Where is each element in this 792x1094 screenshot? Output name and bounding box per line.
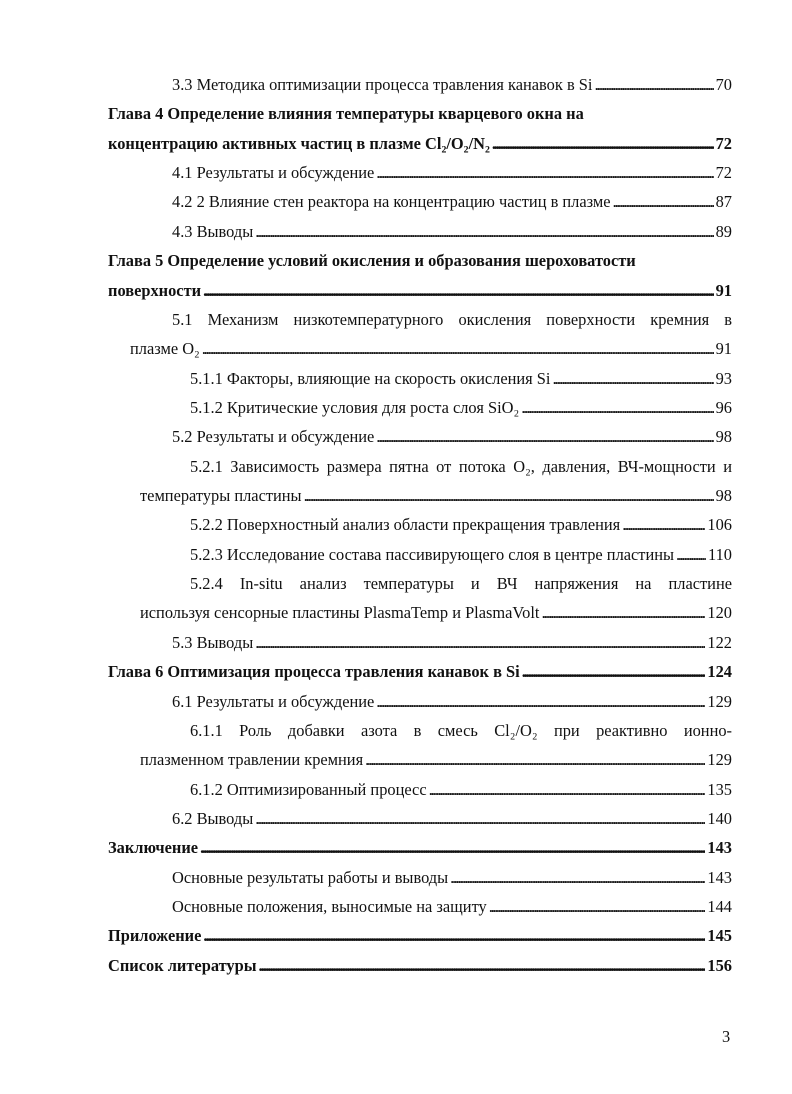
dot-leader bbox=[594, 70, 713, 99]
toc-entry bbox=[0, 510, 792, 539]
toc-chapter bbox=[0, 246, 792, 275]
dot-leader bbox=[521, 393, 713, 422]
toc-chapter bbox=[0, 129, 792, 158]
toc-title: Заключение bbox=[108, 838, 199, 858]
toc-entry bbox=[0, 804, 792, 833]
toc-title: 6.1.2 Оптимизированный процесс bbox=[190, 779, 427, 799]
toc-title: 4.3 Выводы bbox=[172, 221, 254, 241]
dot-leader bbox=[552, 364, 713, 393]
toc-chapter bbox=[0, 833, 792, 862]
toc-page: 70 bbox=[715, 75, 732, 94]
dot-leader bbox=[203, 921, 705, 950]
toc-page: 87 bbox=[715, 192, 732, 212]
toc-title: 5.3 Выводы bbox=[172, 632, 254, 652]
toc-title: 3.3 Методика оптимизации процесса травления канавок в Si bbox=[172, 75, 593, 94]
toc-entry bbox=[0, 716, 792, 745]
dot-leader bbox=[429, 775, 706, 804]
toc-title: 5.2.3 Исследование состава пассивирующего слоя в центре пластины bbox=[190, 544, 675, 564]
toc-title: 5.1.1 Факторы, влияющие на скорость окисления Si bbox=[190, 368, 551, 388]
toc-page: 91 bbox=[715, 339, 732, 359]
toc-title: поверхности bbox=[108, 280, 202, 300]
toc-page: 135 bbox=[707, 779, 732, 799]
toc-page: 91 bbox=[715, 280, 732, 300]
toc-entry bbox=[0, 628, 792, 657]
toc-entry bbox=[0, 452, 792, 481]
toc-title: Основные результаты работы и выводы bbox=[172, 867, 449, 887]
dot-leader bbox=[203, 276, 714, 305]
toc-entry bbox=[0, 481, 792, 510]
toc-title: температуры пластины bbox=[140, 486, 302, 506]
toc-title: 5.2.1 Зависимость размера пятна от потока O₂, давления, ВЧ-мощности и bbox=[190, 456, 732, 476]
toc-page: 120 bbox=[707, 603, 732, 623]
toc-page: 143 bbox=[707, 838, 732, 858]
toc-entry bbox=[0, 598, 792, 627]
toc-page: 124 bbox=[707, 662, 732, 682]
toc-entry bbox=[0, 217, 792, 246]
toc-entry bbox=[0, 745, 792, 774]
toc-page: 144 bbox=[707, 897, 732, 917]
dot-leader bbox=[522, 657, 706, 686]
toc-title: Основные положения, выносимые на защиту bbox=[172, 897, 487, 917]
toc-title: плазме O₂ bbox=[130, 339, 200, 359]
toc-title: Приложение bbox=[108, 926, 202, 946]
toc-page: 93 bbox=[715, 368, 732, 388]
toc-page: 129 bbox=[707, 750, 732, 770]
dot-leader bbox=[376, 158, 713, 187]
toc-title: 5.2.2 Поверхностный анализ области прекращения травления bbox=[190, 515, 621, 535]
toc-entry bbox=[0, 540, 792, 569]
toc-chapter bbox=[0, 921, 792, 950]
toc-entry bbox=[0, 775, 792, 804]
dot-leader bbox=[200, 833, 705, 862]
toc-entry bbox=[0, 70, 792, 99]
toc-chapter bbox=[0, 276, 792, 305]
toc-page: 98 bbox=[715, 427, 732, 447]
toc-title: 6.1.1 Роль добавки азота в смесь Cl₂/O₂ при реактивно ионно- bbox=[190, 720, 732, 740]
toc-entry bbox=[0, 334, 792, 363]
toc-title: используя сенсорные пластины PlasmaTemp и PlasmaVolt bbox=[140, 603, 540, 623]
toc-title: Глава 4 Определение влияния температуры кварцевого окна на bbox=[108, 104, 584, 124]
toc-title: 5.2 Результаты и обсуждение bbox=[172, 427, 375, 447]
dot-leader bbox=[202, 334, 714, 363]
toc-page: 156 bbox=[707, 955, 732, 975]
dot-leader bbox=[613, 187, 714, 216]
toc-title: 5.1 Механизм низкотемпературного окисления поверхности кремния в bbox=[172, 309, 732, 329]
toc-chapter bbox=[0, 951, 792, 980]
dot-leader bbox=[676, 540, 706, 569]
toc-title: 4.1 Результаты и обсуждение bbox=[172, 163, 375, 183]
dot-leader bbox=[255, 217, 713, 246]
toc-title: Список литературы bbox=[108, 955, 257, 975]
toc-page: 110 bbox=[708, 544, 732, 564]
toc-page: 72 bbox=[715, 133, 732, 153]
dot-leader bbox=[450, 863, 705, 892]
toc-page: 106 bbox=[707, 515, 732, 535]
toc-entry bbox=[0, 305, 792, 334]
toc-chapter bbox=[0, 657, 792, 686]
toc-title: 6.2 Выводы bbox=[172, 808, 254, 828]
toc-page: 129 bbox=[707, 691, 732, 711]
toc-title: 6.1 Результаты и обсуждение bbox=[172, 691, 375, 711]
toc-entry bbox=[0, 158, 792, 187]
dot-leader bbox=[304, 481, 714, 510]
toc-entry bbox=[0, 364, 792, 393]
toc-entry bbox=[0, 863, 792, 892]
dot-leader bbox=[259, 951, 706, 980]
toc-chapter bbox=[0, 99, 792, 128]
dot-leader bbox=[255, 628, 705, 657]
toc-page: 98 bbox=[715, 486, 732, 506]
toc-entry bbox=[0, 422, 792, 451]
toc-page: 122 bbox=[707, 632, 732, 652]
dot-leader bbox=[541, 598, 705, 627]
toc-title: 4.2 2 Влияние стен реактора на концентрацию частиц в плазме bbox=[172, 192, 611, 212]
toc-title: 5.1.2 Критические условия для роста слоя SiO₂ bbox=[190, 397, 520, 417]
toc-entry bbox=[0, 187, 792, 216]
toc-title: 5.2.4 In-situ анализ температуры и ВЧ напряжения на пластине bbox=[190, 574, 732, 594]
toc-entry bbox=[0, 687, 792, 716]
toc-page: 96 bbox=[715, 397, 732, 417]
toc-entry bbox=[0, 393, 792, 422]
dot-leader bbox=[492, 129, 714, 158]
dot-leader bbox=[489, 892, 706, 921]
toc-page: 89 bbox=[715, 221, 732, 241]
toc-page: 72 bbox=[715, 163, 732, 183]
dot-leader bbox=[376, 687, 705, 716]
toc-title: плазменном травлении кремния bbox=[140, 750, 364, 770]
dot-leader bbox=[376, 422, 713, 451]
toc-title: концентрацию активных частиц в плазме Cl₂/O₂/N₂ bbox=[108, 133, 490, 153]
toc-entry bbox=[0, 569, 792, 598]
toc-entry bbox=[0, 892, 792, 921]
dot-leader bbox=[255, 804, 705, 833]
toc-title: Глава 5 Определение условий окисления и образования шероховатости bbox=[108, 251, 636, 271]
dot-leader bbox=[622, 510, 705, 539]
page-number: 3 bbox=[722, 1027, 731, 1046]
dot-leader bbox=[365, 745, 705, 774]
table-of-contents bbox=[0, 70, 792, 980]
toc-page: 145 bbox=[707, 926, 732, 946]
toc-page: 143 bbox=[707, 867, 732, 887]
toc-page: 140 bbox=[707, 808, 732, 828]
toc-title: Глава 6 Оптимизация процесса травления канавок в Si bbox=[108, 662, 520, 682]
